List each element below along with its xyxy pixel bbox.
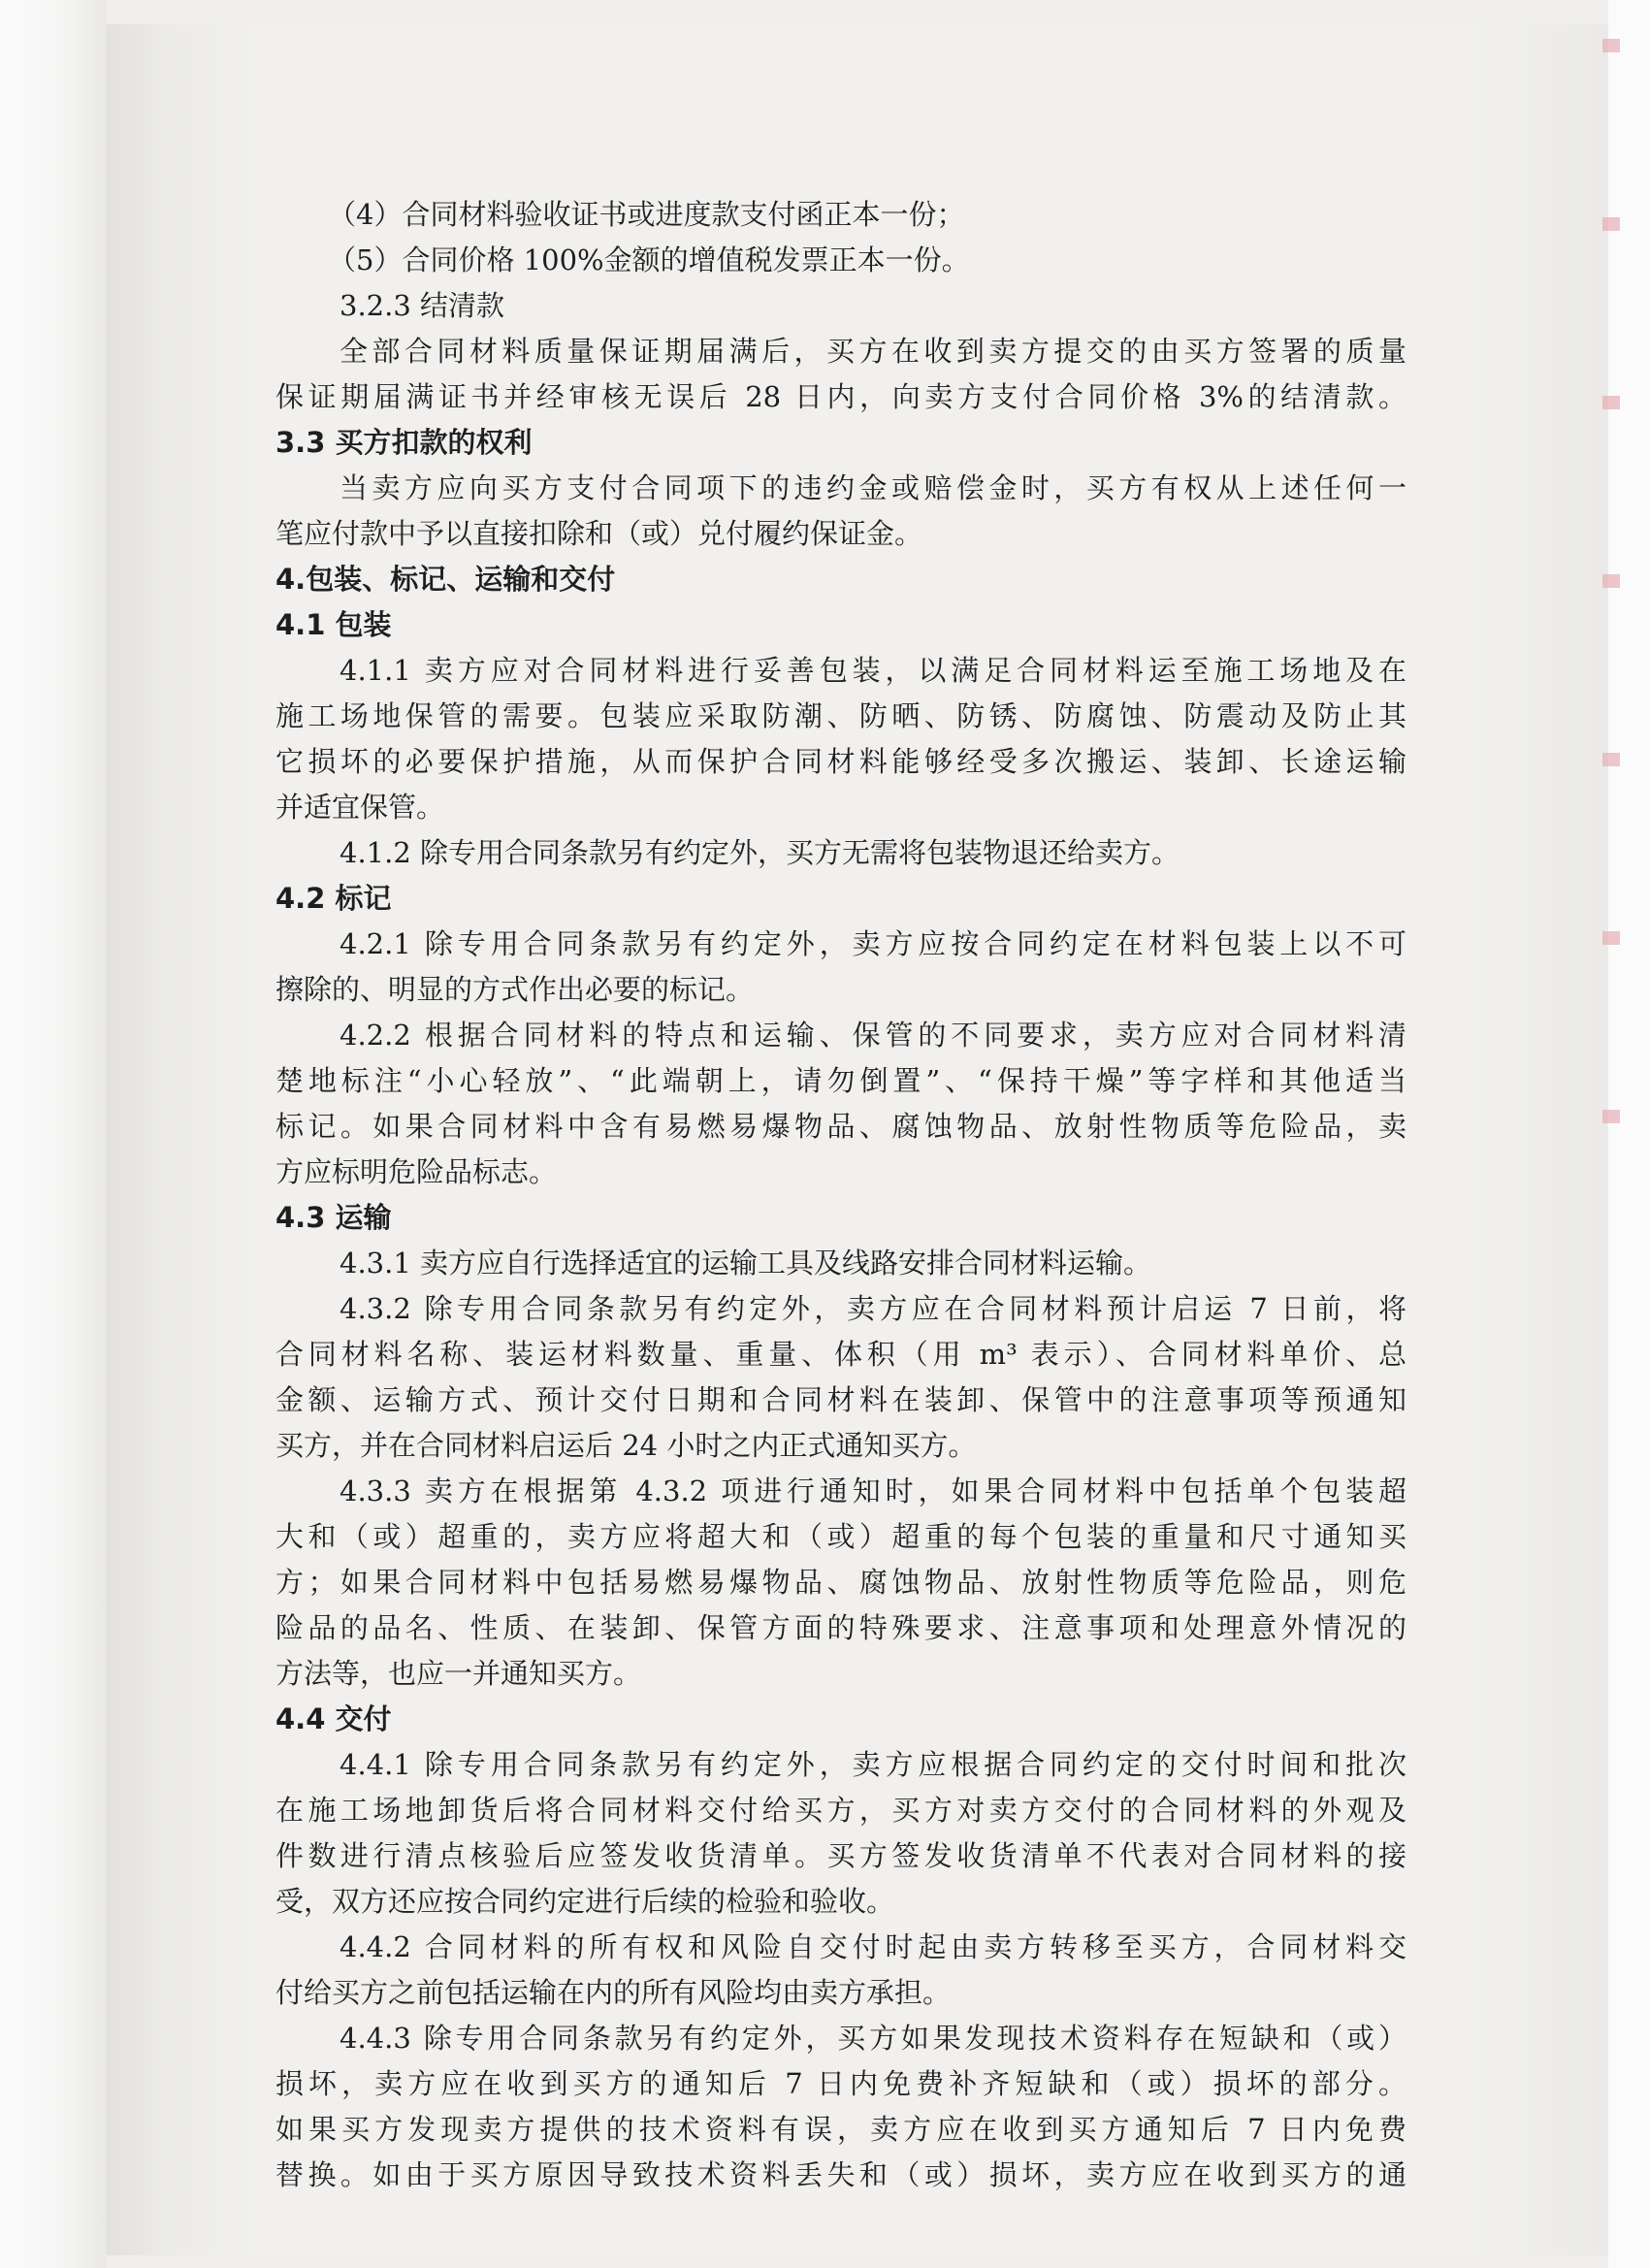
text-line: 并适宜保管。 [275,791,445,824]
section-heading: 4.4 交付 [275,1702,392,1735]
text-line: 它损坏的必要保护措施，从而保护合同材料能够经受多次搬运、装卸、长途运输 [275,745,1406,778]
text-line: 全部合同材料质量保证期届满后，买方在收到卖方提交的由买方签署的质量 [340,335,1406,368]
text-line: 损坏，卖方应在收到买方的通知后 7 日内免费补齐短缺和（或）损坏的部分。 [275,2067,1406,2100]
text-line: 楚地标注“小心轻放”、“此端朝上，请勿倒置”、“保持干燥”等字样和其他适当 [275,1064,1406,1097]
text-line: 4.4.2 合同材料的所有权和风险自交付时起由卖方转移至买方，合同材料交 [340,1930,1406,1963]
text-line: 标记。如果合同材料中含有易燃易爆物品、腐蚀物品、放射性物质等危险品，卖 [275,1110,1406,1143]
text-line: 方；如果合同材料中包括易燃易爆物品、腐蚀物品、放射性物质等危险品，则危 [275,1566,1406,1599]
section-heading: 4.2 标记 [275,882,392,915]
text-line: 在施工场地卸货后将合同材料交付给买方，买方对卖方交付的合同材料的外观及 [275,1794,1406,1827]
text-line: 险品的品名、性质、在装卸、保管方面的特殊要求、注意事项和处理意外情况的 [275,1611,1406,1644]
text-line: 擦除的、明显的方式作出必要的标记。 [275,973,755,1006]
text-line: （4）合同材料验收证书或进度款支付函正本一份； [328,198,965,231]
section-heading: 4.包装、标记、运输和交付 [275,563,616,596]
text-line: 4.3.3 卖方在根据第 4.3.2 项进行通知时，如果合同材料中包括单个包装超 [340,1474,1406,1507]
text-line: 付给买方之前包括运输在内的所有风险均由卖方承担。 [275,1976,952,2009]
text-line: 3.2.3 结清款 [340,289,505,322]
text-line: 4.3.2 除专用合同条款另有约定外，卖方应在合同材料预计启运 7 日前，将 [340,1292,1406,1325]
text-line: 4.2.2 根据合同材料的特点和运输、保管的不同要求，卖方应对合同材料清 [340,1019,1406,1052]
text-line: 4.1.2 除专用合同条款另有约定外，买方无需将包装物退还给卖方。 [340,836,1180,869]
text-line: 笔应付款中予以直接扣除和（或）兑付履约保证金。 [275,517,923,550]
text-line: 4.1.1 卖方应对合同材料进行妥善包装，以满足合同材料运至施工场地及在 [340,654,1406,687]
text-line: 4.2.1 除专用合同条款另有约定外，卖方应按合同约定在材料包装上以不可 [340,927,1406,960]
text-line: 替换。如由于买方原因导致技术资料丢失和（或）损坏，卖方应在收到买方的通 [275,2158,1406,2191]
text-line: 如果买方发现卖方提供的技术资料有误，卖方应在收到买方通知后 7 日内免费 [275,2113,1406,2146]
text-line: 受，双方还应按合同约定进行后续的检验和验收。 [275,1885,895,1918]
text-line: 金额、运输方式、预计交付日期和合同材料在装卸、保管中的注意事项等预通知 [275,1383,1406,1416]
section-heading: 3.3 买方扣款的权利 [275,426,533,459]
text-line: （5）合同价格 100%金额的增值税发票正本一份。 [328,243,970,276]
text-line: 4.4.1 除专用合同条款另有约定外，卖方应根据合同约定的交付时间和批次 [340,1748,1406,1781]
text-line: 保证期届满证书并经审核无误后 28 日内，向卖方支付合同价格 3%的结清款。 [275,380,1406,413]
text-line: 4.4.3 除专用合同条款另有约定外，买方如果发现技术资料存在短缺和（或） [340,2022,1406,2055]
section-heading: 4.3 运输 [275,1201,392,1234]
text-line: 合同材料名称、装运材料数量、重量、体积（用 m³ 表示）、合同材料单价、总 [275,1338,1406,1371]
text-line: 施工场地保管的需要。包装应采取防潮、防晒、防锈、防腐蚀、防震动及防止其 [275,699,1406,732]
text-line: 大和（或）超重的，卖方应将超大和（或）超重的每个包装的重量和尺寸通知买 [275,1520,1406,1553]
text-line: 当卖方应向买方支付合同项下的违约金或赔偿金时，买方有权从上述任何一 [340,471,1406,504]
text-line: 件数进行清点核验后应签发收货清单。买方签发收货清单不代表对合同材料的接 [275,1839,1406,1872]
text-line: 买方，并在合同材料启运后 24 小时之内正式通知买方。 [275,1429,977,1462]
document-body [275,192,1406,2198]
section-heading: 4.1 包装 [275,608,392,641]
text-line: 4.3.1 卖方应自行选择适宜的运输工具及线路安排合同材料运输。 [340,1247,1152,1280]
seal-stamp-edge [1602,39,1620,1319]
scan-margin-left [0,0,107,2268]
text-line: 方应标明危险品标志。 [275,1155,558,1188]
text-line: 方法等，也应一并通知买方。 [275,1657,642,1690]
